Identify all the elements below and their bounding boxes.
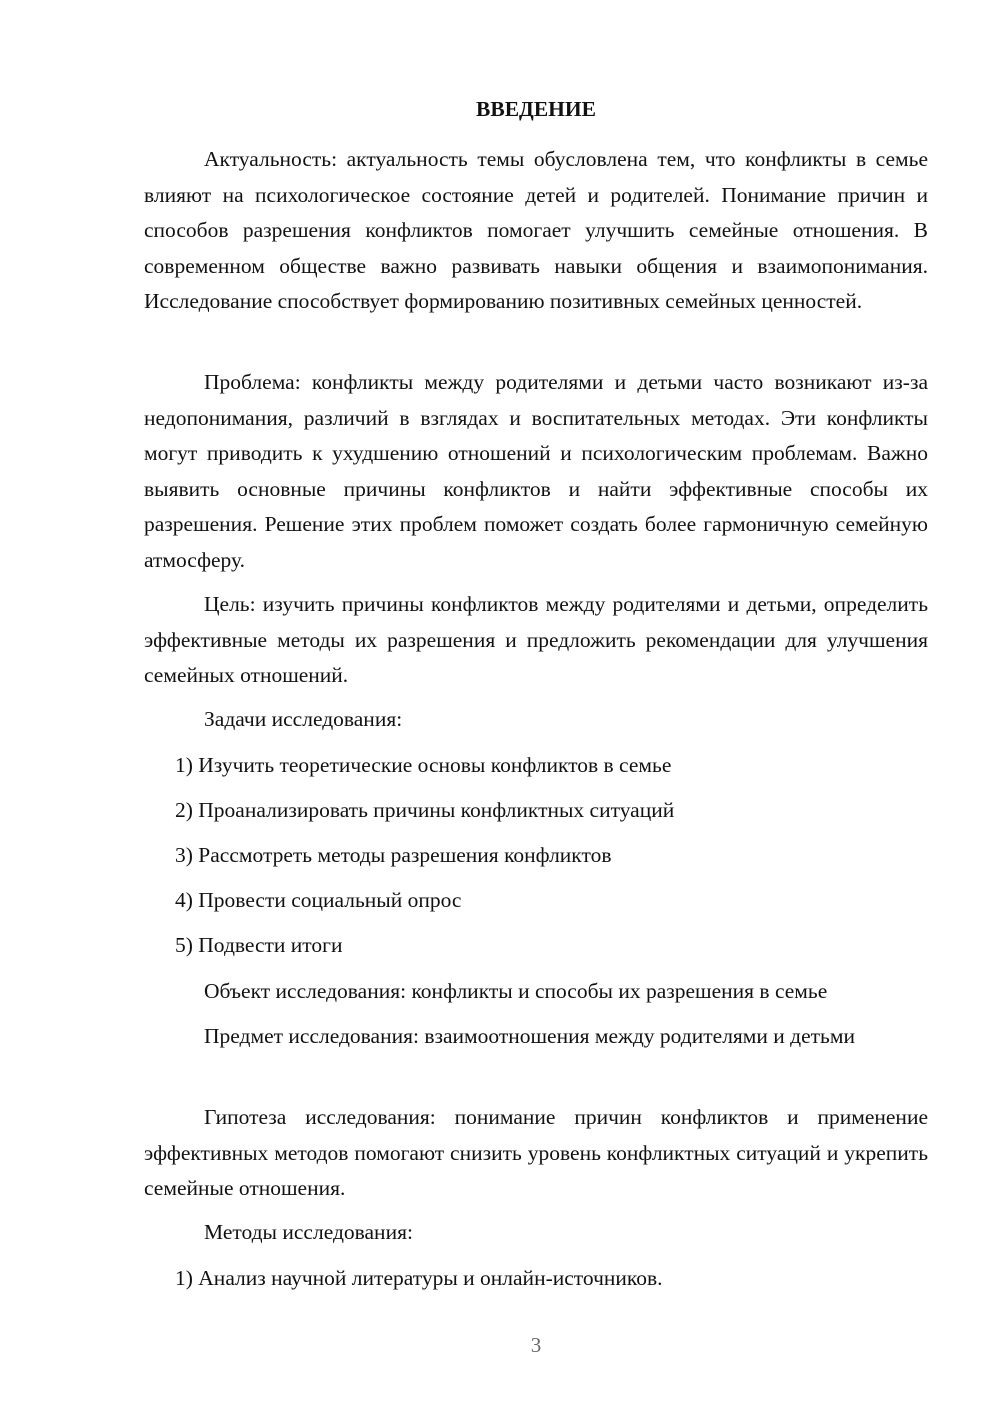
tasks-heading: Задачи исследования: — [204, 707, 403, 731]
paragraph-object — [144, 974, 928, 1010]
task-item-5: 5) Подвести итоги — [175, 933, 343, 957]
subject-text: Предмет исследования: взаимоотношения между родителями и детьми — [204, 1024, 855, 1048]
task-item-1: 1) Изучить теоретические основы конфликтов в семье — [175, 753, 672, 777]
methods-title — [144, 1215, 928, 1251]
methods-heading: Методы исследования: — [204, 1220, 413, 1244]
tasks-title — [144, 702, 928, 738]
page-number: 3 — [530, 1333, 542, 1357]
task-item — [144, 748, 928, 784]
method-item-1: 1) Анализ научной литературы и онлайн-источников. — [175, 1266, 663, 1290]
object-text: Объект исследования: конфликты и способы их разрешения в семье — [204, 979, 828, 1003]
paragraph-hypothesis — [144, 1100, 928, 1207]
task-item-2: 2) Проанализировать причины конфликтных ситуаций — [175, 798, 675, 822]
problem-text: Проблема: конфликты между родителями и детьми часто возникают из-за недопонимания, различий в взглядах и воспитательных методах. Эти конфликты могут приводить к ухудшению отношений и психологическим проблемам. Важно выявить основные причины конфликтов и найти эффективные способы их разрешения. Решение этих проблем поможет создать более гармоничную семейную атмосферу. — [144, 370, 928, 572]
task-item — [144, 928, 928, 964]
paragraph-problem — [144, 365, 928, 578]
task-item-3: 3) Рассмотреть методы разрешения конфликтов — [175, 843, 612, 867]
page-title: ВВЕДЕНИЕ — [476, 97, 596, 121]
method-item — [144, 1261, 928, 1297]
task-item — [144, 883, 928, 919]
task-item — [144, 838, 928, 874]
paragraph-relevance — [144, 142, 928, 320]
task-item — [144, 793, 928, 829]
goal-text: Цель: изучить причины конфликтов между родителями и детьми, определить эффективные методы их разрешения и предложить рекомендации для улучшения семейных отношений. — [144, 592, 928, 687]
hypothesis-text: Гипотеза исследования: понимание причин конфликтов и применение эффективных методов помогают снизить уровень конфликтных ситуаций и укрепить семейные отношения. — [144, 1105, 928, 1200]
relevance-text: Актуальность: актуальность темы обусловлена тем, что конфликты в семье влияют на психологическое состояние детей и родителей. Понимание причин и способов разрешения конфликтов помогает улучшить семейные отношения. В современном обществе важно развивать навыки общения и взаимопонимания. Исследование способствует формированию позитивных семейных ценностей. — [144, 147, 928, 313]
paragraph-goal — [144, 587, 928, 694]
paragraph-subject — [144, 1019, 928, 1055]
task-item-4: 4) Провести социальный опрос — [175, 888, 462, 912]
